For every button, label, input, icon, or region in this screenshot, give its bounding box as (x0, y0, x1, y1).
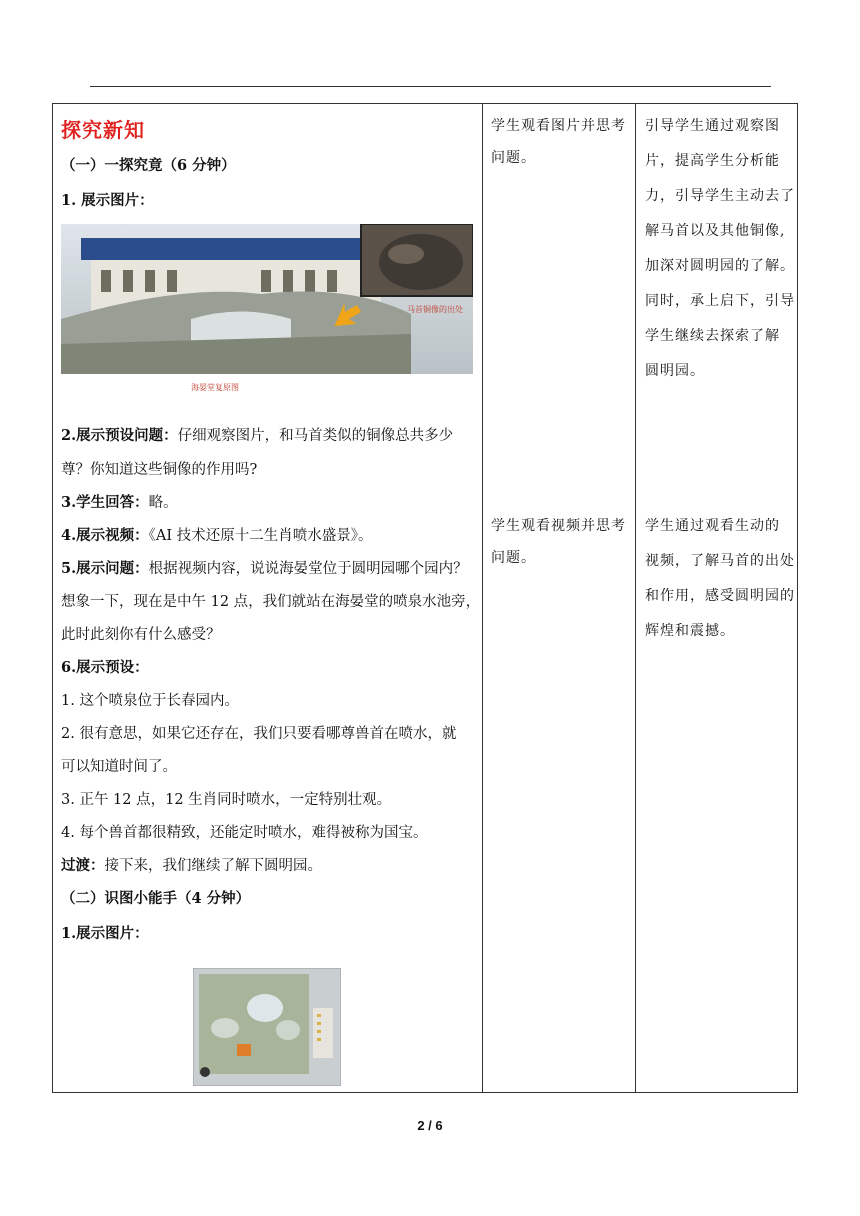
image-caption: 海晏堂复原图 (191, 383, 239, 392)
student-activity-2-line1: 学生观看视频并思考 (491, 518, 626, 534)
step4-text: 《AI 技术还原十二生肖喷水盛景》。 (148, 528, 373, 544)
preset-4: 4. 每个兽首都很精致，还能定时喷水，难得被称为国宝。 (61, 825, 428, 841)
goal-1-line5: 加深对圆明园的了解。 (645, 258, 795, 274)
column-divider (635, 104, 636, 1092)
column-divider (482, 104, 483, 1092)
goal-1-line2: 片，提高学生分析能 (645, 153, 780, 169)
step5-text: 根据视频内容，说说海晏堂位于圆明园哪个园内？ (148, 561, 468, 577)
step5-text-cont2: 此时此刻你有什么感受？ (61, 627, 221, 643)
goal-1-line1: 引导学生通过观察图 (645, 118, 780, 134)
section2-step1: 1.展示图片： (61, 925, 149, 942)
goal-2-line2: 视频，了解马首的出处 (645, 553, 795, 569)
step5-label: 5.展示问题： (61, 560, 149, 577)
step4-label: 4.展示视频： (61, 527, 149, 544)
goal-1-line3: 力，引导学生主动去了 (645, 188, 795, 204)
image-label: 马首铜像的出处 (407, 305, 463, 314)
page-number: 2 / 6 (417, 1118, 443, 1133)
transition-text: 接下来，我们继续了解下圆明园。 (104, 858, 322, 874)
step6-label: 6.展示预设： (61, 659, 149, 676)
step5-text-cont: 想象一下，现在是中午 12 点，我们就站在海晏堂的喷泉水池旁， (61, 594, 481, 610)
section1-heading: （一）一探究竟（6 分钟） (61, 157, 236, 174)
student-activity-1-line2: 问题。 (491, 150, 536, 166)
goal-2-line4: 辉煌和震撼。 (645, 623, 735, 639)
preset-3: 3. 正午 12 点，12 生肖同时喷水，一定特别壮观。 (61, 792, 392, 808)
goal-1-line4: 解马首以及其他铜像, (645, 223, 786, 239)
preset-2: 2. 很有意思，如果它还存在，我们只要看哪尊兽首在喷水，就 (61, 726, 457, 742)
step1: 1. 展示图片： (61, 192, 154, 209)
haiyantang-image (61, 224, 473, 399)
goal-1-line8: 圆明园。 (645, 363, 705, 379)
goal-2-line3: 和作用，感受圆明园的 (645, 588, 795, 604)
step2-text: 仔细观察图片，和马首类似的铜像总共多少 (177, 428, 454, 444)
step3-text: 略。 (148, 495, 178, 511)
student-activity-2-line2: 问题。 (491, 550, 536, 566)
goal-2-line1: 学生通过观看生动的 (645, 518, 780, 534)
transition-label: 过渡： (61, 857, 105, 874)
section-title: 探究新知 (61, 118, 145, 142)
yuanmingyuan-map-image (193, 968, 341, 1086)
lesson-table (52, 103, 798, 1093)
preset-1: 1. 这个喷泉位于长春园内。 (61, 693, 239, 709)
goal-1-line7: 学生继续去探索了解 (645, 328, 780, 344)
section2-heading: （二）识图小能手（4 分钟） (61, 890, 251, 907)
header-rule (90, 86, 771, 87)
step3-label: 3.学生回答： (61, 494, 149, 511)
step2-label: 2.展示预设问题： (61, 427, 178, 444)
student-activity-1-line1: 学生观看图片并思考 (491, 118, 626, 134)
step2-text-cont: 尊？你知道这些铜像的作用吗? (61, 462, 258, 478)
goal-1-line6: 同时，承上启下，引导 (645, 293, 795, 309)
preset-2-cont: 可以知道时间了。 (61, 759, 177, 775)
